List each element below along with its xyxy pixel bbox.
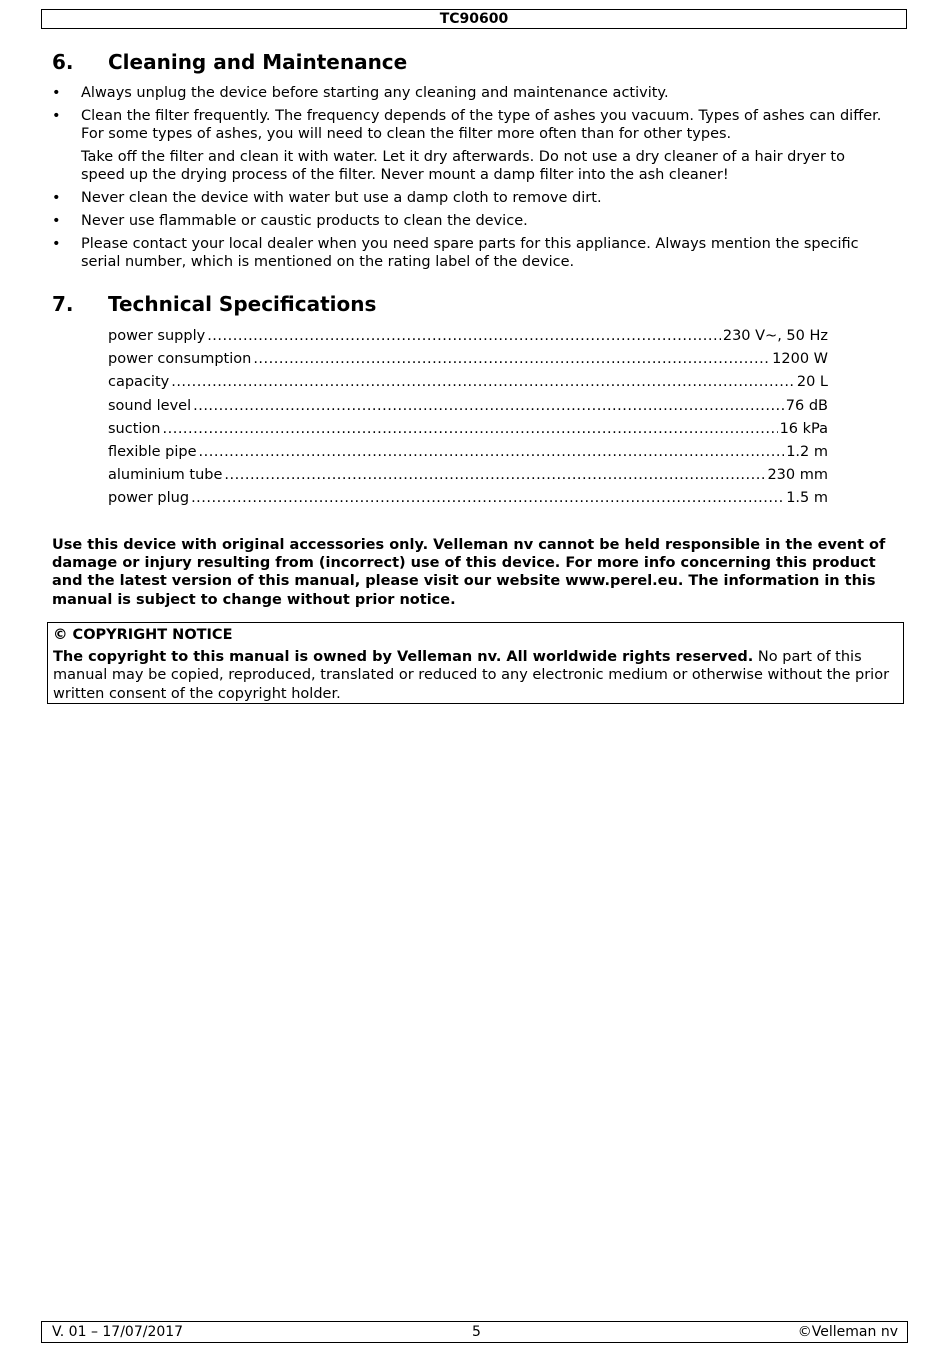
model-number: TC90600: [439, 11, 509, 27]
section-number: 7.: [52, 292, 74, 316]
spec-row: [108, 421, 828, 444]
copyright-brand: ©Velleman nv: [797, 1324, 898, 1340]
list-item: [52, 84, 892, 102]
spec-row: [108, 351, 828, 374]
list-item: [52, 212, 892, 230]
spec-label: power consumption: [108, 351, 252, 368]
section-6-heading: [52, 50, 407, 74]
spec-label: power supply: [108, 328, 206, 344]
list-item-continuation: Take off the filter and clean it with water. Let it dry afterwards. Do not use a dry cleaner of a hair dryer to speed up the drying process of the filter. Never mount a damp filter into the ash cleaner!: [81, 149, 845, 183]
dot-leader: [253, 351, 770, 367]
copyright-body: [53, 648, 898, 703]
spec-value: 1200 W: [772, 351, 828, 368]
page-number: 5: [472, 1324, 481, 1340]
spec-row: [108, 328, 828, 351]
section-number: 6.: [52, 50, 74, 74]
version-date: V. 01 – 17/07/2017: [52, 1324, 184, 1340]
spec-value: 1.2 m: [786, 443, 828, 460]
spec-value: 16 kPa: [779, 420, 828, 437]
bullet-icon: •: [52, 108, 61, 124]
maintenance-list: [52, 84, 892, 276]
dot-leader: [224, 467, 765, 483]
list-item: [52, 189, 892, 207]
spec-value: 76 dB: [785, 397, 828, 414]
spec-label: aluminium tube: [108, 467, 223, 484]
dot-leader: [191, 490, 784, 506]
document-header: [41, 9, 907, 29]
spec-label: capacity: [108, 374, 170, 391]
spec-value: 20 L: [796, 374, 828, 391]
dot-leader: [163, 421, 778, 437]
list-item-text: Please contact your local dealer when you need spare parts for this appliance. Always mention the specific serial number, which is mentioned on the rating label of the device.: [81, 236, 859, 270]
section-7-heading: [52, 292, 376, 316]
spec-label: suction: [108, 420, 161, 437]
dot-leader: [193, 398, 784, 414]
dot-leader: [207, 328, 721, 344]
copyright-title: © COPYRIGHT NOTICE: [53, 627, 233, 643]
bullet-icon: •: [52, 190, 61, 206]
list-item-text: Clean the filter frequently. The frequency depends of the type of ashes you vacuum. Types of ashes can differ. For some types of ashes, you will need to clean the filter more often than for other types.: [81, 108, 882, 142]
spec-row: [108, 467, 828, 490]
spec-label: sound level: [108, 397, 192, 414]
dot-leader: [171, 374, 795, 390]
dot-leader: [199, 444, 785, 460]
document-footer: [41, 1321, 908, 1343]
bullet-icon: •: [52, 85, 61, 101]
spec-row: [108, 374, 828, 397]
spec-value: 1.5 m: [786, 490, 828, 507]
list-item-text: Never use flammable or caustic products to clean the device.: [81, 213, 528, 229]
copyright-text: No part of this manual may be copied, reproduced, translated or reduced to any electronic medium or otherwise without the prior written consent of the copyright holder.: [53, 649, 890, 702]
spec-row: [108, 398, 828, 421]
bullet-icon: •: [52, 236, 61, 252]
spec-value: 230 V~, 50 Hz: [722, 328, 828, 344]
spec-label: power plug: [108, 490, 190, 507]
disclaimer-text: Use this device with original accessories only. Velleman nv cannot be held responsible in the event of damage or injury resulting from (incorrect) use of this device. For more info concerning this product and the latest version of this manual, please visit our website www.perel.eu. The information in this manual is subject to change without prior notice.: [52, 537, 886, 608]
list-item-text: Always unplug the device before starting any cleaning and maintenance activity.: [81, 85, 669, 101]
spec-row: [108, 444, 828, 467]
list-item: [52, 235, 892, 271]
section-title: Technical Specifications: [108, 292, 377, 316]
bullet-icon: •: [52, 213, 61, 229]
copyright-bold-text: The copyright to this manual is owned by Velleman nv. All worldwide rights reserved.: [53, 649, 754, 666]
list-item-text: Never clean the device with water but use a damp cloth to remove dirt.: [81, 190, 602, 206]
copyright-notice: [47, 622, 904, 704]
spec-table: [108, 328, 828, 514]
spec-value: 230 mm: [767, 467, 828, 484]
list-item: [52, 107, 892, 184]
spec-label: flexible pipe: [108, 443, 197, 460]
spec-row: [108, 490, 828, 513]
section-title: Cleaning and Maintenance: [108, 50, 408, 74]
